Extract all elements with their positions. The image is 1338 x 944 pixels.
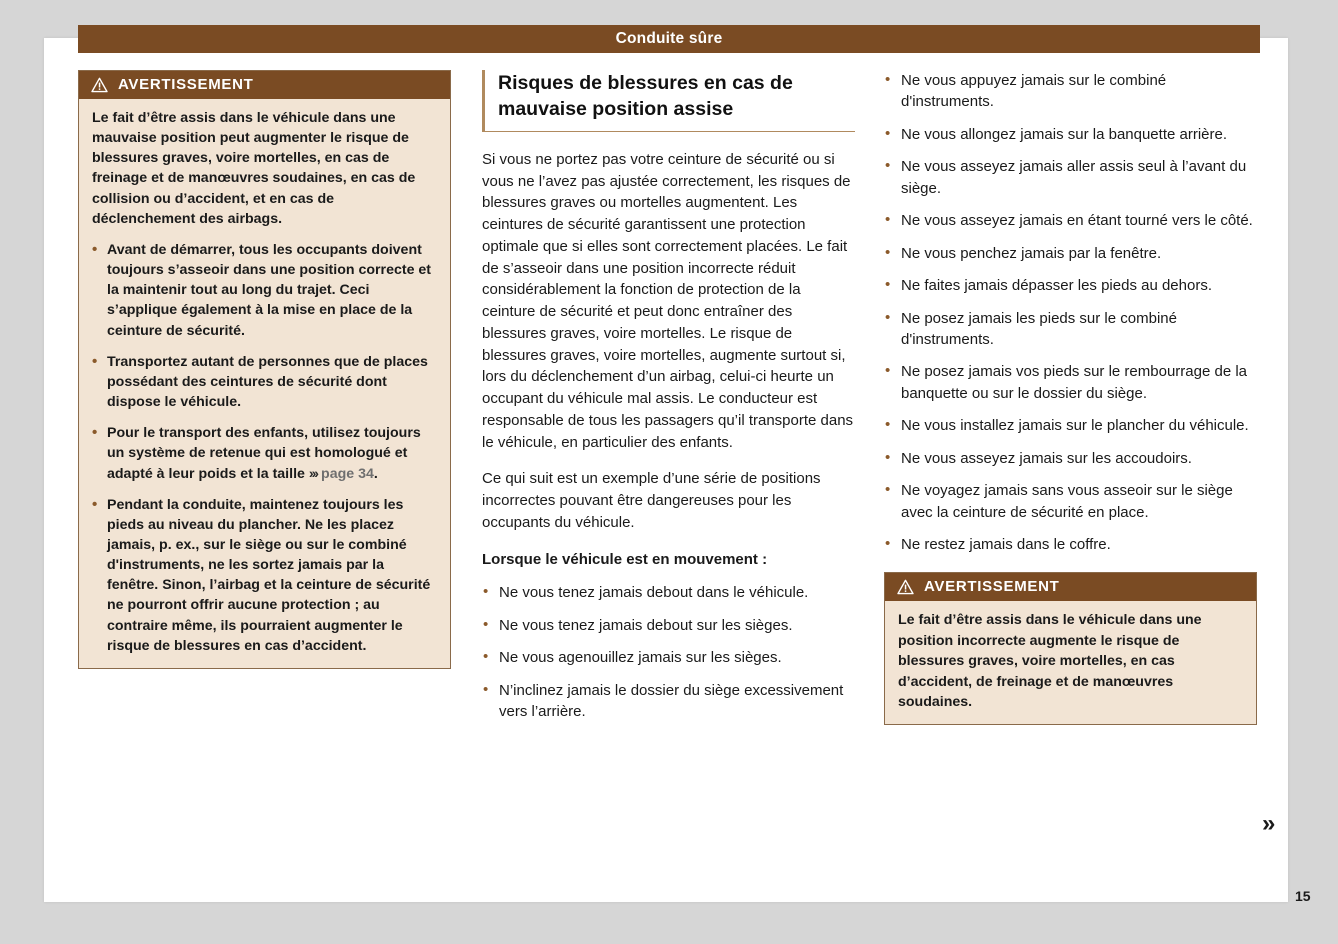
list-item: • Ne restez jamais dans le coffre. [884,534,1257,555]
warning-box-left [78,70,451,669]
middle-bullet-list [482,582,855,722]
list-item: • Ne vous agenouillez jamais sur les sièges. [482,647,855,668]
list-item: • Ne vous appuyez jamais sur le combiné d'instruments. [884,70,1257,113]
warning-box-left-body [79,99,450,668]
warning-intro-paragraph: Le fait d’être assis dans le véhicule dans une mauvaise position peut augmenter le risque de blessures graves, voire mortelles, en cas de freinage et de manœuvres soudaines, en cas de collision ou d’accident, et en cas de déclenchement des airbags. [92,110,416,227]
list-item: • Ne vous allongez jamais sur la banquette arrière. [884,124,1257,145]
body-paragraph: Ce qui suit est un exemple d’une série de positions incorrectes pouvant être dangereuses pour les occupants du véhicule. [482,470,821,531]
warning-box-right [884,572,1257,724]
warning-box-left-header [79,71,450,99]
column-right [884,70,1257,725]
continuation-arrow-icon: » [1262,810,1276,837]
warning-box-left-label: AVERTISSEMENT [118,76,254,93]
warning-triangle-icon [897,579,914,595]
warning-box-right-header [885,573,1256,601]
running-header-title: Conduite sûre [615,30,723,47]
column-middle [482,70,855,723]
list-item: • N’inclinez jamais le dossier du siège excessivement vers l’arrière. [482,680,855,723]
list-item: • Ne vous installez jamais sur le plancher du véhicule. [884,415,1257,436]
cross-reference-link[interactable] [309,466,378,482]
right-bullet-list [884,70,1257,555]
warning-bullet: • Pendant la conduite, maintenez toujours les pieds au niveau du plancher. Ne les placez jamais, p. ex., sur le siège ou sur le combiné d'instruments, ne les sortez jamais par la fenêtre. Sinon, l’airbag et la ceinture de sécurité ne pourront offrir aucune protection ; au contraire même, ils pourraient augmenter le risque de blessures en cas d’accident. [92,495,437,656]
chevron-right-icon: ››› [308,465,318,482]
list-item: • Ne voyagez jamais sans vous asseoir sur le siège avec la ceinture de sécurité en place. [884,480,1257,523]
list-lead-in: Lorsque le véhicule est en mouvement : [482,550,768,568]
warning-box-right-body [885,601,1256,723]
content-columns [78,70,1270,870]
list-item: • Ne faites jamais dépasser les pieds au dehors. [884,275,1257,296]
cross-reference-suffix: . [373,465,378,482]
list-item: • Ne posez jamais les pieds sur le combiné d'instruments. [884,308,1257,351]
running-header [78,25,1260,53]
list-item: • Ne vous tenez jamais debout sur les sièges. [482,615,855,636]
warning-box-right-label: AVERTISSEMENT [924,578,1060,596]
list-item: • Ne vous asseyez jamais aller assis seul à l’avant du siège. [884,156,1257,199]
column-left [78,70,451,669]
body-paragraph: Si vous ne portez pas votre ceinture de sécurité ou si vous ne l’avez pas ajustée correctement, les risques de blessures graves ou mortelles augmentent. Les ceintures de sécurité garantissent une protection optimale que si elles sont correctement placées. Le fait de s’asseoir dans une position incorrecte réduit considérablement la fonction de protection de la ceinture de sécurité et peut donc entraîner des blessures graves, voire mortelles. Le risque de blessures graves, voire mortelles, augmente surtout si, lors du déclenchement d’un airbag, celui-ci heurte un occupant du véhicule mal assis. Le conducteur est responsable de tous les passagers qu’il transporte dans le véhicule, en particulier des enfants. [482,150,854,451]
warning-bullet [92,423,437,483]
page-number: 15 [1295,888,1311,904]
warning-paragraph: Le fait d’être assis dans le véhicule dans une position incorrecte augmente le risque de blessures graves, voire mortelles, en cas d’accident, de freinage et de manœuvres soudaines. [898,612,1202,711]
cross-reference-label: page 34 [321,465,374,482]
warning-bullet: • Transportez autant de personnes que de places possédant des ceintures de sécurité dont dispose le véhicule. [92,352,437,412]
list-item: • Ne vous asseyez jamais en étant tourné vers le côté. [884,210,1257,231]
list-item: • Ne vous penchez jamais par la fenêtre. [884,243,1257,264]
section-heading: Risques de blessures en cas de mauvaise position assise [482,70,855,132]
list-item: • Ne posez jamais vos pieds sur le rembourrage de la banquette ou sur le dossier du siège. [884,361,1257,404]
list-item: • Ne vous tenez jamais debout dans le véhicule. [482,582,855,603]
warning-triangle-icon [91,77,108,93]
warning-bullet: • Avant de démarrer, tous les occupants doivent toujours s’asseoir dans une position correcte et la maintenir tout au long du trajet. Ceci s’applique également à la mise en place de la ceinture de sécurité. [92,240,437,341]
warning-bullet-text: Pour le transport des enfants, utilisez toujours un système de retenue qui est homologué et adapté à leur poids et la taille [107,425,421,482]
list-item: • Ne vous asseyez jamais sur les accoudoirs. [884,448,1257,469]
